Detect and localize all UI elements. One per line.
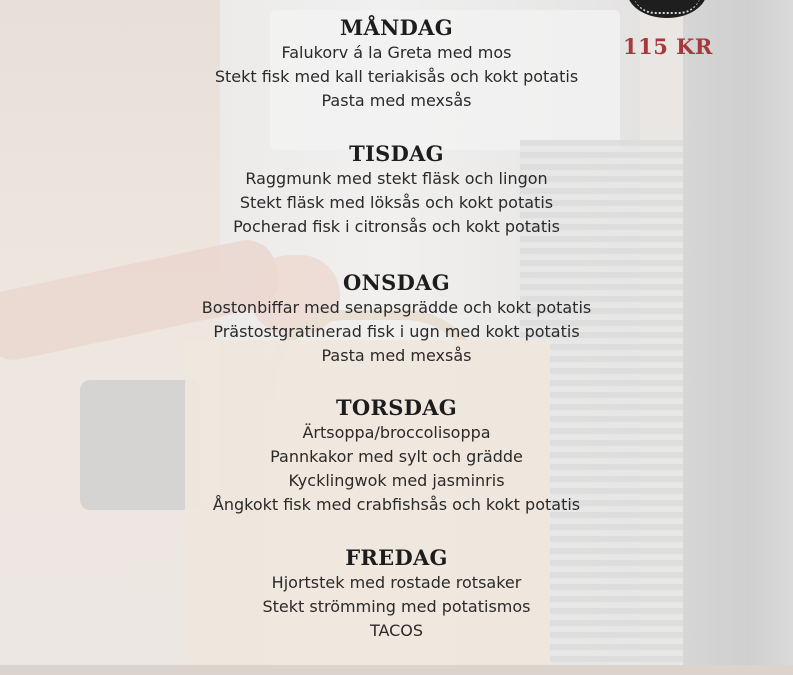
dish-item: Raggmunk med stekt fläsk och lingon (245, 169, 548, 188)
day-monday (0, 14, 793, 113)
dish-item: TACOS (369, 621, 424, 640)
dish-item: Stekt strömming med potatismos (262, 597, 531, 616)
dish-item: Kycklingwok med jasminris (288, 471, 505, 490)
dish-item: Pasta med mexsås (321, 346, 472, 365)
dish-item: Pasta med mexsås (321, 91, 472, 110)
day-title: MÅNDAG (340, 15, 453, 40)
day-wednesday (0, 269, 793, 368)
dish-item: Pannkakor med sylt och grädde (270, 447, 523, 466)
dish-item: Ångkokt fisk med crabfishsås och kokt potatis (212, 495, 581, 514)
day-title: ONSDAG (343, 270, 450, 295)
day-title: TORSDAG (335, 395, 458, 420)
price-label: 115 KR (623, 34, 713, 59)
day-title: TISDAG (349, 141, 444, 166)
dish-item: Ärtsoppa/broccolisoppa (302, 423, 491, 442)
day-thursday (0, 394, 793, 517)
bg-bottom-strip (0, 665, 793, 675)
day-title: FREDAG (345, 545, 448, 570)
day-tuesday (0, 140, 793, 239)
dish-item: Hjortstek med rostade rotsaker (271, 573, 522, 592)
dish-item: Prästostgratinerad fisk i ugn med kokt potatis (213, 322, 580, 341)
dish-item: Pocherad fisk i citronsås och kokt potatis (233, 217, 560, 236)
dish-item: Bostonbiffar med senapsgrädde och kokt potatis (201, 298, 592, 317)
dish-item: Stekt fläsk med löksås och kokt potatis (239, 193, 554, 212)
dish-item: Falukorv á la Greta med mos (281, 43, 512, 62)
day-friday (0, 544, 793, 643)
dish-item: Stekt fisk med kall teriakisås och kokt potatis (214, 67, 579, 86)
seal-ring (633, 0, 701, 14)
